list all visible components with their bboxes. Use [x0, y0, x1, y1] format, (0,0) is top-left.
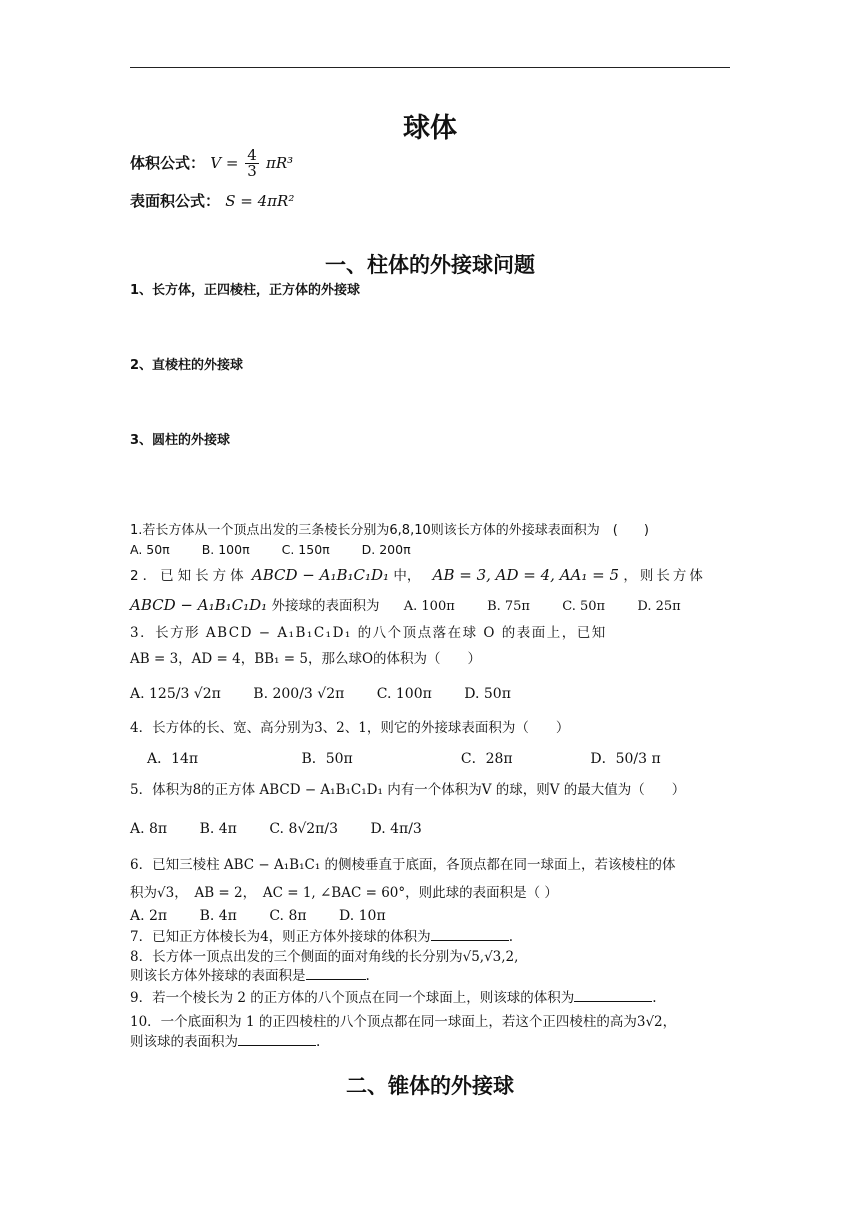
volume-tail: πR³	[265, 154, 294, 172]
surface-formula	[130, 190, 294, 211]
q2-intro: 2．已知长方体	[130, 568, 248, 584]
q4-option-b: B．50π	[301, 751, 353, 767]
q9-text: 9．若一个棱长为 2 的正方体的八个顶点在同一个球面上，则该球的体积为	[130, 990, 575, 1006]
q2-tail: ，则长方体	[623, 568, 706, 584]
q3-option-c: C. 100π	[376, 686, 432, 702]
q10-line2: 则该球的表面积为 .	[130, 1034, 321, 1050]
section1-sub1: 1、长方体，正四棱柱，正方体的外接球	[130, 283, 361, 298]
q1-options	[130, 542, 439, 557]
section2-heading: 二、锥体的外接球	[346, 1074, 514, 1098]
q2-line2	[130, 596, 681, 616]
q8-text: 则该长方体外接球的表面积是	[130, 968, 306, 984]
q10-line1: 10．一个底面积为 1 的正四棱柱的八个顶点都在同一球面上，若这个正四棱柱的高为3√2，	[130, 1014, 677, 1030]
volume-label: 体积公式：	[130, 154, 206, 172]
q2-solid: ABCD − A₁B₁C₁D₁	[251, 566, 390, 584]
volume-formula	[130, 148, 293, 179]
volume-fraction: $\frac{4}{3}$	[247, 146, 257, 180]
q3-options	[130, 686, 539, 702]
q6-option-b: B. 4π	[199, 908, 237, 924]
q9-line: 9．若一个棱长为 2 的正方体的八个顶点在同一个球面上，则该球的体积为 .	[130, 990, 657, 1006]
q3-option-b: B. 200/3 √2π	[253, 686, 345, 702]
q1-option-b: B. 100π	[201, 542, 250, 557]
q2-line1	[130, 566, 730, 585]
surface-expr: S = 4πR²	[225, 192, 295, 210]
q6-option-d: D. 10π	[339, 908, 386, 924]
q2-given: AB = 3, AD = 4, AA₁ = 5	[432, 566, 620, 584]
q1-option-d: D. 200π	[361, 542, 411, 557]
q1-text: 1.若长方体从一个顶点出发的三条棱长分别为6,8,10则该长方体的外接球表面积为 ( )	[130, 523, 649, 538]
q8-line1: 8．长方体一顶点出发的三个侧面的面对角线的长分别为√5,√3,2,	[130, 949, 519, 965]
q6-option-c: C. 8π	[269, 908, 307, 924]
surface-label: 表面积公式：	[130, 192, 221, 210]
q9-answer-blank[interactable]	[574, 989, 652, 1002]
q8-answer-blank[interactable]	[306, 967, 366, 980]
q4-text: 4．长方体的长、宽、高分别为3、2、1，则它的外接球表面积为（ ）	[130, 720, 570, 736]
section1-sub2: 2、直棱柱的外接球	[130, 358, 244, 373]
q4-options	[147, 748, 661, 768]
q5-option-c: C. 8√2π/3	[269, 821, 339, 837]
q5-options	[130, 821, 450, 837]
q2-mid: 中，	[393, 568, 421, 584]
q5-option-b: B. 4π	[199, 821, 237, 837]
q4-option-a: A．14π	[147, 751, 199, 767]
q6-options	[130, 908, 414, 924]
q8-line2: 则该长方体外接球的表面积是 .	[130, 968, 370, 984]
q1-option-a: A. 50π	[130, 542, 170, 557]
section1-heading: 一、柱体的外接球问题	[325, 253, 535, 277]
q2-ask: 外接球的表面积为	[271, 598, 380, 614]
q10-answer-blank[interactable]	[238, 1033, 316, 1046]
q6-line1: 6．已知三棱柱 ABC − A₁B₁C₁ 的侧棱垂直于底面，各顶点都在同一球面上，若该棱柱的体	[130, 857, 676, 873]
q1-option-c: C. 150π	[281, 542, 330, 557]
q2-option-c: C. 50π	[562, 599, 606, 614]
q5-text: 5．体积为8的正方体 ABCD − A₁B₁C₁D₁ 内有一个体积为V 的球，则V 的最大值为（ ）	[130, 782, 686, 798]
q4-option-c: C．28π	[460, 751, 513, 767]
q3-option-d: D. 50π	[464, 686, 511, 702]
q7-line: 7．已知正方体棱长为4，则正方体外接球的体积为 .	[130, 929, 513, 945]
q7-answer-blank[interactable]	[431, 928, 509, 941]
q2-solid-2: ABCD − A₁B₁C₁D₁	[130, 596, 268, 614]
section1-sub3: 3、圆柱的外接球	[130, 433, 231, 448]
page-title: 球体	[403, 113, 457, 144]
q3-line1: 3．长方形 ABCD − A₁B₁C₁D₁ 的八个顶点落在球 O 的表面上，已知	[130, 625, 607, 641]
volume-expr: V =	[210, 154, 244, 172]
q7-text: 7．已知正方体棱长为4，则正方体外接球的体积为	[130, 929, 431, 945]
q6-option-a: A. 2π	[130, 908, 168, 924]
q3-option-a: A. 125/3 √2π	[130, 686, 221, 702]
q3-line2: AB = 3，AD = 4，BB₁ = 5，那么球O的体积为（ ）	[130, 651, 482, 667]
q2-option-b: B. 75π	[487, 599, 530, 614]
q5-option-a: A. 8π	[130, 821, 168, 837]
q6-line2: 积为√3， AB = 2， AC = 1, ∠BAC = 60°，则此球的表面积是（ ）	[130, 885, 558, 901]
q2-option-a: A. 100π	[403, 599, 455, 614]
header-rule	[130, 67, 730, 68]
q2-option-d: D. 25π	[637, 599, 681, 614]
q10-text: 则该球的表面积为	[130, 1034, 238, 1050]
q4-option-d: D．50/3 π	[590, 751, 661, 767]
q5-option-d: D. 4π/3	[370, 821, 422, 837]
